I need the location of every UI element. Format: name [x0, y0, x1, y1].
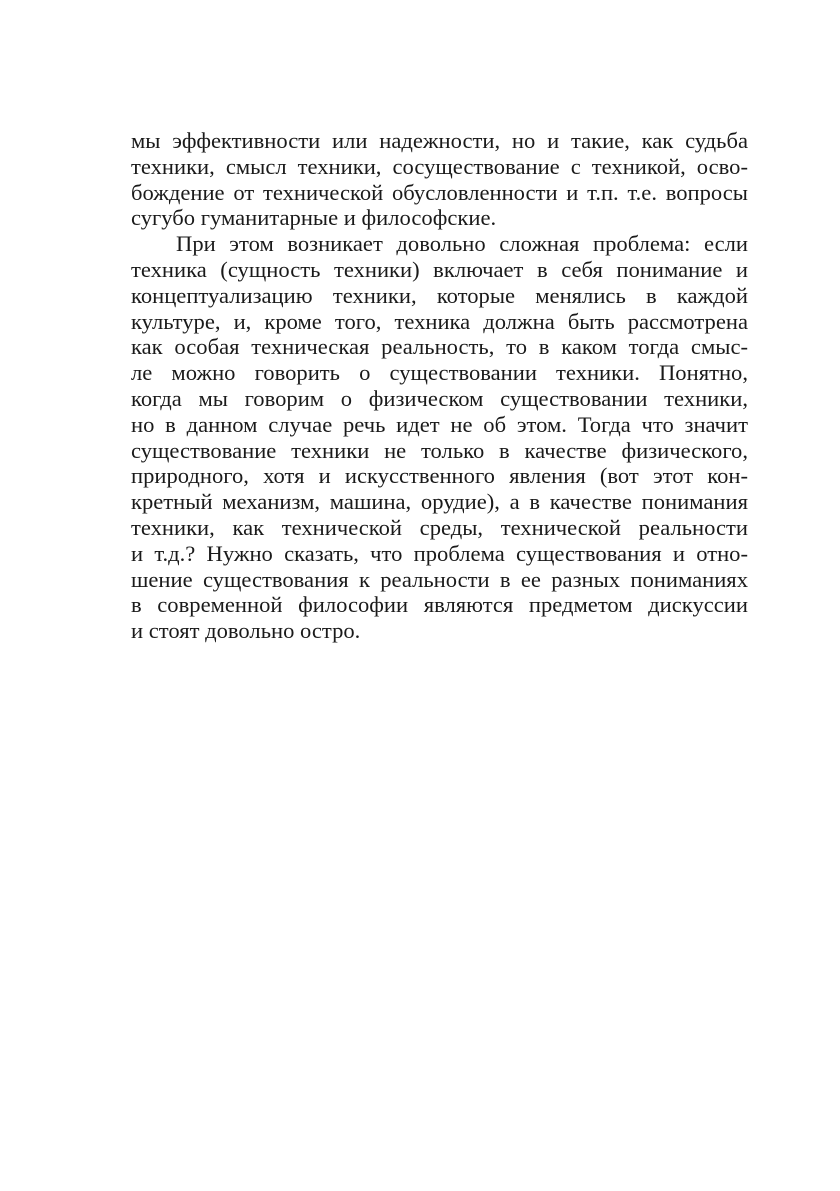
- text-line: бождение от технической обусловленности и т.п. т.е. вопросы: [131, 179, 748, 205]
- text-line: но в данном случае речь идет не об этом. Тогда что значит: [131, 411, 748, 437]
- paragraph-1: [131, 128, 748, 231]
- body-text: [131, 128, 748, 644]
- text-line: мы эффективности или надежности, но и такие, как судьба: [131, 128, 748, 153]
- text-line: и стоят довольно остро.: [131, 618, 361, 644]
- text-line: и т.д.? Нужно сказать, что проблема существования и отно-: [131, 540, 748, 566]
- text-line: шение существования к реальности в ее разных пониманиях: [131, 566, 748, 592]
- paragraph-2: [131, 231, 748, 644]
- text-line: когда мы говорим о физическом существовании техники,: [131, 385, 748, 411]
- text-line: сугубо гуманитарные и философские.: [131, 205, 497, 231]
- text-line: в современной философии являются предметом дискуссии: [131, 592, 748, 618]
- text-line: техники, как технической среды, технической реальности: [131, 514, 748, 540]
- text-line: техника (сущность техники) включает в себя понимание и: [131, 256, 748, 282]
- text-line: культуре, и, кроме того, техника должна быть рассмотрена: [131, 308, 748, 334]
- text-line: природного, хотя и искусственного явления (вот этот кон-: [131, 463, 748, 489]
- text-line: ле можно говорить о существовании техники. Понятно,: [131, 360, 748, 386]
- text-line: техники, смысл техники, сосуществование с техникой, осво-: [131, 153, 748, 179]
- text-line: как особая техническая реальность, то в каком тогда смыс-: [131, 334, 748, 360]
- text-line: существование техники не только в качестве физического,: [131, 437, 748, 463]
- text-line: кретный механизм, машина, орудие), а в качестве понимания: [131, 489, 748, 515]
- text-line: концептуализацию техники, которые менялись в каждой: [131, 282, 748, 308]
- text-line: При этом возникает довольно сложная проблема: если: [176, 231, 748, 257]
